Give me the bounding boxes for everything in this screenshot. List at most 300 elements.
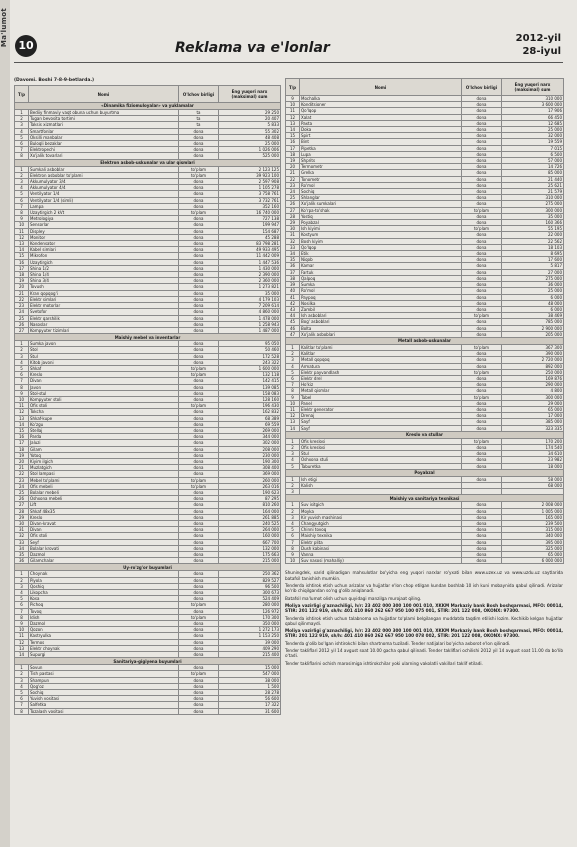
max-price: 162 832 [219,409,281,415]
item-name: Zambil [300,306,462,312]
item-name: Likopcha [29,590,179,596]
max-price: 323 335 [502,425,564,431]
unit: dona [179,552,219,558]
max-price: 20 407 [219,116,281,122]
section-title: Metall asbob-uskunalar [286,337,564,344]
row-number: 20 [286,164,300,170]
unit: dona [462,114,502,120]
unit: dona [179,683,219,689]
row-number: 4 [15,185,29,191]
item-name: Ro'mol [300,182,462,188]
max-price: 395 000 [502,539,564,545]
row-number: 9 [286,394,300,400]
item-name: Stol-stul [29,390,179,396]
header-rule [14,62,563,63]
max-price: 290 000 [502,382,564,388]
item-name: Pichoq [29,602,179,608]
max-price: 350 000 [219,621,281,627]
max-price: 22 562 [502,238,564,244]
tender-notes [285,570,563,665]
max-price: 35 000 [219,290,281,296]
item-name: Kastryulka [29,633,179,639]
unit: dona [179,353,219,359]
row-number: 9 [286,96,300,102]
max-price: 261 885 [219,514,281,520]
max-price: 7 015 [502,145,564,151]
max-price: 524 409 [219,596,281,602]
unit: dona [462,400,502,406]
row-number: 7 [15,378,29,384]
unit: dona [179,627,219,633]
unit: dona [462,375,502,381]
item-name: Shina 1/4 [29,272,179,278]
max-price: 39 000 [219,639,281,645]
unit: dona [462,388,502,394]
max-price: 269 000 [219,427,281,433]
row-number: 34 [286,251,300,257]
max-price: 1 478 000 [219,315,281,321]
item-name: Smartfonlar [29,128,179,134]
row-number: 10 [15,627,29,633]
unit: dona [179,645,219,651]
max-price: 14 726 [502,164,564,170]
max-price: 275 000 [502,201,564,207]
unit: to'plam [462,438,502,444]
item-name: Mochalka [300,96,462,102]
row-number: 24 [15,309,29,315]
item-name: Stol [29,347,179,353]
item-name: Divan [29,378,179,384]
item-name: Ish kiyimi [300,226,462,232]
max-price: 1 273 821 [219,284,281,290]
row-number: 3 [286,489,300,495]
max-price: 352 160 [219,203,281,209]
item-name: Gilamchalar [29,558,179,564]
row-number: 24 [286,189,300,195]
max-price: 525 000 [219,153,281,159]
row-number: 7 [15,702,29,708]
row-number: 35 [286,257,300,263]
row-number: 2 [286,508,300,514]
unit: dona [179,465,219,471]
unit: ta [179,110,219,116]
item-name: Kalitlar to'plami [300,344,462,350]
row-number: 22 [15,471,29,477]
item-name: Salfetka [29,702,179,708]
max-price: 280 000 [219,602,281,608]
unit: dona [179,539,219,545]
page-title: Reklama va e'lonlar [175,40,330,56]
row-number: 40 [286,288,300,294]
row-number: 41 [286,294,300,300]
notes-text: Shuningdek, xarid qilinadigan mahsulotlar bo'yicha eng yuqori narxlar ro'yxati bilan www.uzex.uz va www.uzdu.uz saytlarida batafsil tanishish mumkin. [285,570,563,581]
max-price: 29 000 [502,400,564,406]
row-number: 8 [15,210,29,216]
row-number: 19 [286,158,300,164]
unit: dona [179,558,219,564]
row-number: 15 [15,253,29,259]
row-number: 6 [15,696,29,702]
item-name: Xo'jalik tovarlari [29,153,179,159]
row-number: 1 [286,438,300,444]
row-number: 10 [15,222,29,228]
notes-paragraph [285,570,563,581]
row-number: 5 [286,369,300,375]
section-title: «Dinamika fiziomuloyalar» va yuklamalar [15,103,281,110]
row-number: 8 [15,153,29,159]
row-number: 19 [15,452,29,458]
unit: dona [179,545,219,551]
item-name: Kostyum [300,232,462,238]
item-name: Oksilli manbalar [29,134,179,140]
item-name: Shkaf-kupe [29,415,179,421]
unit: dona [462,325,502,331]
bank-details: Moliya vazirligi g'aznachiligi, h/r: 23 402 000 300 100 001 010, XKKM Markaziy bank Bosh boshqarmasi, MFO: 00014, STIR: 201 122 919, sh/h: 401 410 860 262 667 950 100 075 001, STIR: 201 122 008, OKONX: 97300. [285,602,563,614]
unit: dona [462,164,502,170]
row-number: 14 [286,127,300,133]
item-name: Xo'jalik sumkalari [300,201,462,207]
item-name: Paxta [300,120,462,126]
row-number: 34 [15,545,29,551]
unit: to'plam [462,226,502,232]
row-number: 11 [15,403,29,409]
max-price: 87 295 [219,496,281,502]
unit: dona [462,269,502,275]
row-number: 3 [15,677,29,683]
row-number: 9 [286,552,300,558]
row-number: 4 [15,359,29,365]
row-number: 7 [286,382,300,388]
table-row [286,558,564,564]
max-price: 55 195 [502,226,564,232]
row-number: 11 [15,633,29,639]
row-number: 2 [15,172,29,178]
item-name: Ko'zgu [29,421,179,427]
row-number: 15 [286,133,300,139]
row-number: 22 [15,296,29,302]
unit: dona [462,189,502,195]
item-name: Uzaytirgich [29,259,179,265]
item-name: Ro'mol [300,288,462,294]
unit: dona [462,275,502,281]
max-price: 22 000 [502,232,564,238]
item-name: Metall qismlar [300,388,462,394]
right-column [285,78,563,668]
item-name: Bediiy finmaviy vaqt obuna uchun buyurtma [29,110,179,116]
section-header-row [286,431,564,438]
max-price: 310 000 [502,195,564,201]
max-price: 158 083 [219,390,281,396]
max-price: 25 000 [502,127,564,133]
row-number: 9 [15,216,29,222]
max-price: 170 300 [219,614,281,620]
unit: dona [179,396,219,402]
notes-paragraph [285,596,563,601]
max-price: 1 500 [219,683,281,689]
max-price: 727 138 [219,216,281,222]
unit: dona [462,182,502,188]
item-name: Kabel simlari [29,247,179,253]
unit: dona [179,197,219,203]
item-name: Metall qopqoq [300,357,462,363]
notes-text: Tenderda g'olib bo'lgan ishtirokchi bilan shartnoma tuziladi. Tender natijalari bo'yicha axborot e'lon qilinadi. [285,640,511,646]
row-number: 10 [286,102,300,108]
notes-paragraph [285,583,563,594]
table-row [15,708,281,714]
item-name: Yotoq [29,452,179,458]
item-name: Sochiq [300,189,462,195]
row-number: 10 [15,396,29,402]
notes-paragraph [285,641,563,646]
row-number: 32 [15,533,29,539]
max-price: 35 000 [502,213,564,219]
max-price: 215 400 [219,652,281,658]
max-price: 38 000 [219,677,281,683]
row-number: 6 [286,375,300,381]
max-price: 205 000 [502,331,564,337]
item-name: Shprits [300,158,462,164]
max-price: 17 906 [502,108,564,114]
max-price: 7 209 614 [219,303,281,309]
item-name: Ko'rpa-to'shak [300,207,462,213]
unit: dona [462,419,502,425]
row-number: 1 [15,571,29,577]
col-header-num: T/p [15,86,29,103]
unit: dona [179,141,219,147]
item-name: Spirt [300,133,462,139]
row-number: 21 [286,170,300,176]
item-name: Vanna [300,552,462,558]
unit: dona [462,306,502,312]
row-number: 43 [286,306,300,312]
notes-text: Tenderda ishtirok etish uchun arizalar va hujjatlar e'lon chop etilgan kundan boshlab 10 ish kuni mobaynida qabul qilinadi. Arizalar ko'rib chiqilgandan so'ng g'olib aniqlanadi. [285,583,563,594]
unit: dona [462,319,502,325]
max-price: 239 500 [502,521,564,527]
row-number: 33 [15,539,29,545]
item-name: Sayf [300,419,462,425]
item-name: Mebel to'plami [29,477,179,483]
row-number: 5 [15,596,29,602]
max-price: 240 525 [219,521,281,527]
item-name: Xalat [300,114,462,120]
row-number: 6 [15,197,29,203]
section-title: Poyabzal [286,469,564,476]
unit: to'plam [179,210,219,216]
max-price: 369 000 [219,471,281,477]
unit: dona [179,446,219,452]
unit: dona [462,238,502,244]
row-number: 8 [286,388,300,394]
item-name: Niqob [300,257,462,263]
unit: dona [179,521,219,527]
item-name: Elektr plita [300,539,462,545]
max-price: 25 621 [502,182,564,188]
row-number: 13 [15,415,29,421]
row-number: 4 [15,128,29,134]
max-price: 160 000 [219,533,281,539]
item-name: Poyabzal [300,220,462,226]
unit: to'plam [179,403,219,409]
item-name: Buloqli bezaklar [29,141,179,147]
unit: dona [462,288,502,294]
max-price: 56 600 [219,696,281,702]
row-number: 7 [15,147,29,153]
unit: dona [179,440,219,446]
unit: dona [179,191,219,197]
max-price: 409 290 [219,645,281,651]
row-number: 7 [15,203,29,209]
row-number: 20 [15,284,29,290]
max-price: 1 272 173 [219,627,281,633]
item-name: Qalpoq [300,275,462,281]
unit: dona [462,539,502,545]
max-price: 31 600 [219,708,281,714]
unit: dona [462,251,502,257]
section-header-row [15,564,281,571]
row-number: 7 [15,608,29,614]
item-name: Tovush [29,284,179,290]
item-name: Nosilka [300,300,462,306]
item-name: Ofis kreslosi [300,444,462,450]
item-name: Monitor [29,234,179,240]
item-name: Grelka [300,170,462,176]
item-name: Ofis stoli [29,533,179,539]
continuation-note: (Davomi. Boshi 7-8-9-betlarda.) [14,78,95,83]
row-number: 21 [15,290,29,296]
unit: dona [462,363,502,369]
unit: dona [179,690,219,696]
item-name: Oshxona mebeli [29,496,179,502]
unit: dona [462,139,502,145]
max-price: 154 687 [219,228,281,234]
unit: to'plam [462,207,502,213]
item-name: Qo'lqop [300,244,462,250]
row-number: 8 [15,614,29,620]
max-price: 48 408 [219,134,281,140]
unit: dona [462,451,502,457]
row-number: 13 [15,241,29,247]
max-price: 810 260 [219,502,281,508]
item-name: Pipetka [300,145,462,151]
item-name: Elektr qarshilik [29,315,179,321]
max-price: 18 000 [502,463,564,469]
unit: dona [179,390,219,396]
row-number: 11 [286,406,300,412]
row-number: 3 [15,583,29,589]
max-price: 11 442 009 [219,253,281,259]
unit: dona [179,415,219,421]
item-name: Metrologiya [29,216,179,222]
row-number: 45 [286,319,300,325]
item-name: Suv isitgich [300,502,462,508]
item-name: Piyola [29,577,179,583]
row-number: 8 [15,384,29,390]
max-price: 667 700 [219,539,281,545]
max-price: 19 559 [502,139,564,145]
row-number: 13 [286,419,300,425]
max-price: 2 900 000 [502,325,564,331]
item-name: Mikrofon [29,253,179,259]
max-price: 6 000 [502,294,564,300]
row-number: 2 [286,482,300,488]
max-price: 2 123 125 [219,166,281,172]
max-price: 300 000 [502,207,564,213]
row-number: 12 [286,413,300,419]
max-price: 170 200 [502,438,564,444]
section-header-row [15,159,281,166]
row-number: 1 [286,344,300,350]
row-number: 2 [15,116,29,122]
notes-text: Batafsil ma'lumot olish uchun quyidagi manzilga murojaat qiling. [285,595,422,601]
item-name: Gilam [29,446,179,452]
unit: dona [179,514,219,520]
row-number: 1 [15,341,29,347]
row-number: 16 [15,259,29,265]
row-number: 17 [286,145,300,151]
unit: dona [462,514,502,520]
item-name: Ish asboblari [300,313,462,319]
section-title: Uy-ro'zg'or buyumlari [15,564,281,571]
unit: dona [179,284,219,290]
max-price: 308 400 [219,465,281,471]
notes-text: Tender takliflarini ochish marosimiga ishtirokchilar yoki ularning vakolatli vakillari taklif etiladi. [285,660,483,666]
unit: dona [179,327,219,333]
item-name: Elektr simlari [29,296,179,302]
max-price: 132 118 [219,372,281,378]
notes-paragraph [285,628,563,639]
item-name: Akkumulyator 3/4 [29,179,179,185]
unit: to'plam [179,172,219,178]
row-number: 23 [286,182,300,188]
unit: dona [179,409,219,415]
row-number: 2 [15,671,29,677]
unit: dona [462,331,502,337]
max-price: 5 817 [502,263,564,269]
item-name: Paypoq [300,294,462,300]
item-name: Elektr generator [300,406,462,412]
item-name: Elektr drel [300,375,462,381]
section-header-row [286,469,564,476]
unit: dona [462,552,502,558]
item-name: Dush kabinasi [300,545,462,551]
unit: dona [179,496,219,502]
item-name: Suv nasosi (mahalliy) [300,558,462,564]
unit: dona [179,458,219,464]
item-name: Ofis stoli [29,403,179,409]
table-header-row [286,79,564,96]
item-name: Yuvish vositasi [29,696,179,702]
row-number: 23 [15,477,29,483]
max-price: 302 000 [219,440,281,446]
item-name: Sayf [300,425,462,431]
unit: dona [462,170,502,176]
item-name: Shampun [29,677,179,683]
item-name: Termometr [300,164,462,170]
max-price: 49 933 495 [219,247,281,253]
row-number: 17 [15,265,29,271]
item-name: Bosh kiyim [300,238,462,244]
item-name: Choynak [29,571,179,577]
unit: dona [462,232,502,238]
row-number: 12 [15,409,29,415]
unit: dona [179,272,219,278]
max-price: 344 000 [219,434,281,440]
item-name: Qo'lqop [300,108,462,114]
row-number: 3 [286,357,300,363]
unit: dona [179,384,219,390]
item-name: Doka [300,127,462,133]
item-name: Qozon [29,627,179,633]
